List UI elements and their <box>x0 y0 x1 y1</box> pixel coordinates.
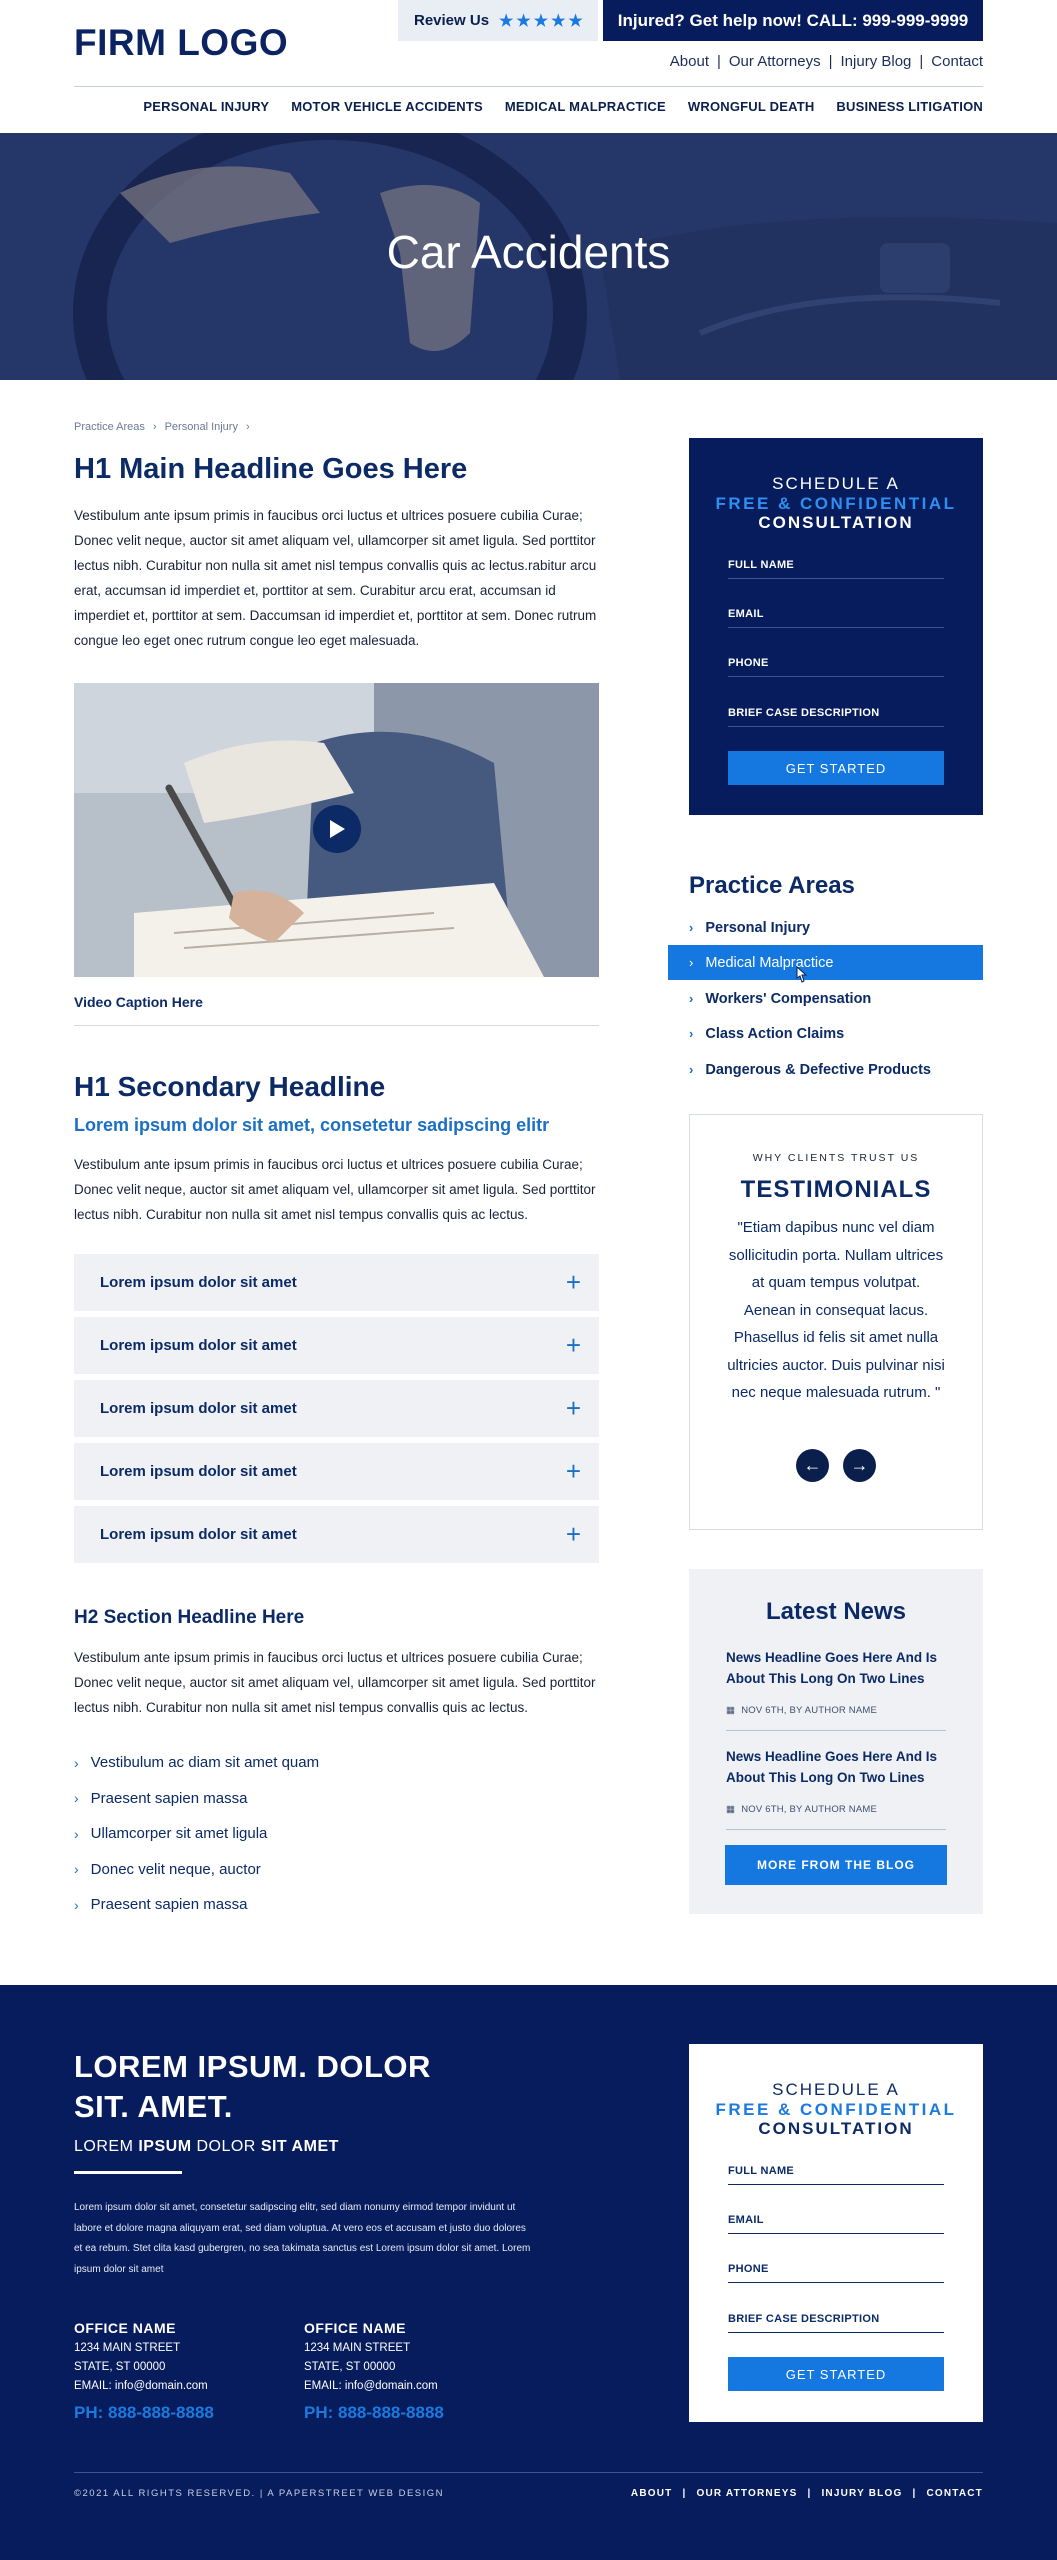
practice-item-medical-malpractice[interactable] <box>668 945 983 980</box>
accordion-label: Lorem ipsum dolor sit amet <box>100 1337 297 1354</box>
office-name: OFFICE NAME <box>74 2320 176 2336</box>
list-item <box>74 1852 319 1888</box>
news-divider <box>726 1730 946 1731</box>
form-title-line3: CONSULTATION <box>758 513 914 532</box>
form-title-line3: CONSULTATION <box>758 2119 914 2138</box>
practice-item-class-action[interactable] <box>668 1016 983 1051</box>
news-headline[interactable]: News Headline Goes Here And Is About This Long On Two Lines <box>726 1650 938 1686</box>
nav-motor-vehicle[interactable]: MOTOR VEHICLE ACCIDENTS <box>291 99 483 114</box>
get-started-button[interactable]: GET STARTED <box>728 2357 944 2391</box>
office-block <box>304 2318 444 2422</box>
office-block <box>74 2318 214 2422</box>
plus-icon: + <box>565 1267 581 1297</box>
accordion-label: Lorem ipsum dolor sit amet <box>100 1463 297 1480</box>
footer-headline-line1: LOREM IPSUM. DOLOR <box>74 2049 431 2084</box>
top-link-contact[interactable]: Contact <box>931 53 983 70</box>
case-description-field[interactable]: BRIEF CASE DESCRIPTION <box>728 703 944 727</box>
chevron-right-icon: › <box>74 1754 79 1771</box>
list-item-text: Vestibulum ac diam sit amet quam <box>90 1754 320 1772</box>
news-title: Latest News <box>765 1598 907 1625</box>
get-started-button[interactable]: GET STARTED <box>728 751 944 785</box>
email-field[interactable]: EMAIL <box>728 604 944 628</box>
footer-description: Lorem ipsum dolor sit amet, consetetur sadipscing elitr, sed diam nonumy eirmod tempor invidunt ut labore et dolore magna aliquyam erat, sed diam voluptua. At vero eos et accusam et justo duo dolores et ea rebum. Stet clita kasd gubergren, no sea takimata sanctus est Lorem ipsum dolor sit amet. Lorem ipsum dolor sit amet <box>74 2202 531 2275</box>
tagline-part: IPSUM <box>138 2138 192 2155</box>
nav-wrongful-death[interactable]: WRONGFUL DEATH <box>687 99 815 114</box>
arrow-left-icon[interactable]: ← <box>796 1449 829 1482</box>
main-nav <box>143 99 983 114</box>
accordion-item[interactable] <box>74 1317 599 1374</box>
practice-item-personal-injury[interactable] <box>668 910 983 945</box>
chevron-right-icon: › <box>689 920 694 935</box>
form-title-line2: FREE & CONFIDENTIAL <box>715 2100 957 2119</box>
section-headline: H2 Section Headline Here <box>74 1607 305 1628</box>
breadcrumb-practice-areas[interactable]: Practice Areas <box>74 421 145 433</box>
chevron-right-icon: › <box>74 1896 79 1913</box>
footer-tagline <box>74 2138 339 2156</box>
top-link-attorneys[interactable]: Our Attorneys <box>728 53 821 70</box>
copyright: ©2021 ALL RIGHTS RESERVED. | A PAPERSTREET WEB DESIGN <box>74 2488 445 2499</box>
form-title-line1: SCHEDULE A <box>772 474 900 493</box>
practice-areas-title: Practice Areas <box>689 872 855 899</box>
footer-link-blog[interactable]: INJURY BLOG <box>821 2488 903 2499</box>
chevron-right-icon: › <box>74 1825 79 1842</box>
form-title-line1: SCHEDULE A <box>772 2080 900 2099</box>
accordion-item[interactable] <box>74 1254 599 1311</box>
chevron-right-icon: › <box>74 1790 79 1807</box>
full-name-field[interactable]: FULL NAME <box>728 555 944 579</box>
nav-medical-malpractice[interactable]: MEDICAL MALPRACTICE <box>504 99 666 114</box>
separator: | <box>919 53 924 70</box>
case-description-field[interactable]: BRIEF CASE DESCRIPTION <box>728 2309 944 2333</box>
footer-link-about[interactable]: ABOUT <box>630 2488 673 2499</box>
chevron-right-icon: › <box>152 421 157 433</box>
intro-paragraph: Vestibulum ante ipsum primis in faucibus orci luctus et ultrices posuere cubilia Curae; Donec velit neque, auctor sit amet aliquam vel, ullamcorper sit amet ligula. Sed porttitor lectus nibh. Curabitur non nulla sit amet nisl tempus convallis quis ac lectus.rabitur arcu erat, accumsan id imperdiet et, porttitor at sem. Curabitur arcu erat, accumsan id imperdiet et, porttitor at sem. Daccumsan id imperdiet et, porttitor at sem. Donec rutrum congue leo eget onec rutrum congue leo eget malesuada. <box>74 508 597 648</box>
separator: | <box>716 53 721 70</box>
star-rating-icon: ★★★★★ <box>499 12 586 30</box>
office-street: 1234 MAIN STREET <box>74 2342 181 2354</box>
header-divider <box>74 86 983 87</box>
chevron-right-icon: › <box>74 1861 79 1878</box>
list-item <box>74 1887 319 1923</box>
footer-headline-line2: SIT. AMET. <box>74 2089 233 2124</box>
list-item <box>74 1816 319 1852</box>
email-field[interactable]: EMAIL <box>728 2210 944 2234</box>
review-us-badge[interactable] <box>398 0 598 41</box>
list-item-text: Praesent sapien massa <box>90 1789 248 1807</box>
video-caption: Video Caption Here <box>74 994 203 1010</box>
list-item-text: Ullamcorper sit amet ligula <box>90 1825 268 1843</box>
footer-divider <box>74 2472 983 2473</box>
firm-logo[interactable]: FIRM LOGO <box>74 22 289 63</box>
play-icon[interactable] <box>313 805 361 853</box>
chevron-right-icon: › <box>689 1026 694 1041</box>
video-player[interactable] <box>74 683 599 977</box>
office-phone[interactable]: PH: 888-888-8888 <box>74 2403 214 2422</box>
calendar-icon: ▦ <box>726 1804 736 1815</box>
accordion-item[interactable] <box>74 1380 599 1437</box>
top-link-blog[interactable]: Injury Blog <box>840 53 912 70</box>
separator: | <box>912 2488 917 2499</box>
tagline-part: DOLOR <box>191 2138 261 2155</box>
news-meta <box>726 1705 877 1716</box>
accordion-label: Lorem ipsum dolor sit amet <box>100 1274 297 1291</box>
testimonial-quote: "Etiam dapibus nunc vel diam sollicitudin porta. Nullam ultrices at quam tempus volutpat. Aenean in consequat lacus. Phasellus id felis sit amet nulla ultricies auctor. Duis pulvinar nisi nec neque malesuada rutrum. " <box>727 1219 945 1401</box>
plus-icon: + <box>565 1519 581 1549</box>
phone-field[interactable]: PHONE <box>728 2259 944 2283</box>
separator: | <box>682 2488 687 2499</box>
caption-divider <box>74 1025 599 1026</box>
office-email[interactable]: EMAIL: info@domain.com <box>304 2380 438 2392</box>
top-links <box>670 53 983 70</box>
top-link-about[interactable]: About <box>669 53 709 70</box>
list-item <box>74 1745 319 1781</box>
review-label: Review Us <box>414 12 490 29</box>
nav-business-litigation[interactable]: BUSINESS LITIGATION <box>836 99 983 114</box>
footer-link-attorneys[interactable]: OUR ATTORNEYS <box>696 2488 798 2499</box>
office-city: STATE, ST 00000 <box>74 2361 166 2373</box>
separator: | <box>807 2488 812 2499</box>
call-cta-banner[interactable]: Injured? Get help now! CALL: 999-999-9999 <box>603 0 983 41</box>
testimonials-card <box>689 1114 983 1530</box>
tagline-part: LOREM <box>74 2138 139 2155</box>
chevron-right-icon: › <box>689 1062 694 1077</box>
news-meta-text: NOV 6TH, BY AUTHOR NAME <box>741 1804 878 1815</box>
nav-personal-injury[interactable]: PERSONAL INJURY <box>143 99 270 114</box>
form-title-line2: FREE & CONFIDENTIAL <box>715 494 957 513</box>
plus-icon: + <box>565 1456 581 1486</box>
footer-link-contact[interactable]: CONTACT <box>926 2488 983 2499</box>
section-paragraph: Vestibulum ante ipsum primis in faucibus orci luctus et ultrices posuere cubilia Curae; Donec velit neque, auctor sit amet aliquam vel, ullamcorper sit amet ligula. Sed porttitor lectus nibh. Curabitur non nulla sit amet nisl tempus convallis quis ac lectus. <box>74 1650 596 1715</box>
cursor-icon <box>793 966 807 984</box>
footer-accent-line <box>74 2171 182 2174</box>
phone-field[interactable]: PHONE <box>728 653 944 677</box>
footer-headline <box>74 2047 431 2127</box>
main-headline: H1 Main Headline Goes Here <box>74 453 468 485</box>
office-email[interactable]: EMAIL: info@domain.com <box>74 2380 208 2392</box>
footer-links <box>631 2488 983 2499</box>
practice-item-defective-products[interactable] <box>668 1052 983 1087</box>
news-headline[interactable]: News Headline Goes Here And Is About This Long On Two Lines <box>726 1749 938 1785</box>
full-name-field[interactable]: FULL NAME <box>728 2161 944 2185</box>
office-name: OFFICE NAME <box>304 2320 406 2336</box>
practice-item-workers-comp[interactable] <box>668 981 983 1016</box>
footer <box>0 1985 1057 2560</box>
list-item <box>74 1781 319 1817</box>
calendar-icon: ▦ <box>726 1705 736 1716</box>
practice-item-label: Workers' Compensation <box>705 990 872 1007</box>
tagline-part: SIT AMET <box>260 2138 339 2155</box>
accordion-item[interactable] <box>74 1506 599 1563</box>
subheadline: Lorem ipsum dolor sit amet, consetetur sadipscing elitr <box>74 1115 550 1135</box>
bullet-list <box>74 1745 319 1923</box>
body-paragraph: Vestibulum ante ipsum primis in faucibus orci luctus et ultrices posuere cubilia Curae; Donec velit neque, auctor sit amet aliquam vel, ullamcorper sit amet ligula. Sed porttitor lectus nibh. Curabitur non nulla sit amet nisl tempus convallis quis ac lectus. <box>74 1157 596 1222</box>
accordion-label: Lorem ipsum dolor sit amet <box>100 1400 297 1417</box>
office-city: STATE, ST 00000 <box>304 2361 396 2373</box>
chevron-right-icon: › <box>245 421 250 433</box>
breadcrumb <box>74 421 250 433</box>
news-meta-text: NOV 6TH, BY AUTHOR NAME <box>741 1705 878 1716</box>
practice-item-label: Medical Malpractice <box>705 954 834 971</box>
list-item-text: Donec velit neque, auctor <box>90 1860 261 1878</box>
chevron-right-icon: › <box>689 955 694 970</box>
arrow-right-icon[interactable]: → <box>843 1449 876 1482</box>
testimonial-controls <box>690 1449 982 1482</box>
news-meta <box>726 1804 877 1815</box>
office-phone[interactable]: PH: 888-888-8888 <box>304 2403 444 2422</box>
office-street: 1234 MAIN STREET <box>304 2342 411 2354</box>
plus-icon: + <box>565 1330 581 1360</box>
latest-news <box>689 1569 983 1914</box>
list-item-text: Praesent sapien massa <box>90 1896 248 1914</box>
news-divider <box>726 1829 946 1830</box>
breadcrumb-personal-injury[interactable]: Personal Injury <box>164 421 238 433</box>
testimonials-kicker: WHY CLIENTS TRUST US <box>752 1152 920 1164</box>
practice-item-label: Class Action Claims <box>705 1025 845 1042</box>
accordion-label: Lorem ipsum dolor sit amet <box>100 1526 297 1543</box>
chevron-right-icon: › <box>689 991 694 1006</box>
plus-icon: + <box>565 1393 581 1423</box>
consultation-form <box>689 438 983 815</box>
practice-item-label: Dangerous & Defective Products <box>705 1061 931 1078</box>
testimonials-title: TESTIMONIALS <box>740 1176 932 1203</box>
page-title: Car Accidents <box>386 226 671 278</box>
hero-banner <box>0 133 1057 380</box>
more-from-blog-button[interactable]: MORE FROM THE BLOG <box>725 1845 947 1885</box>
footer-consultation-form <box>689 2044 983 2422</box>
practice-item-label: Personal Injury <box>705 919 811 936</box>
accordion-item[interactable] <box>74 1443 599 1500</box>
secondary-headline: H1 Secondary Headline <box>74 1071 386 1102</box>
separator: | <box>828 53 833 70</box>
